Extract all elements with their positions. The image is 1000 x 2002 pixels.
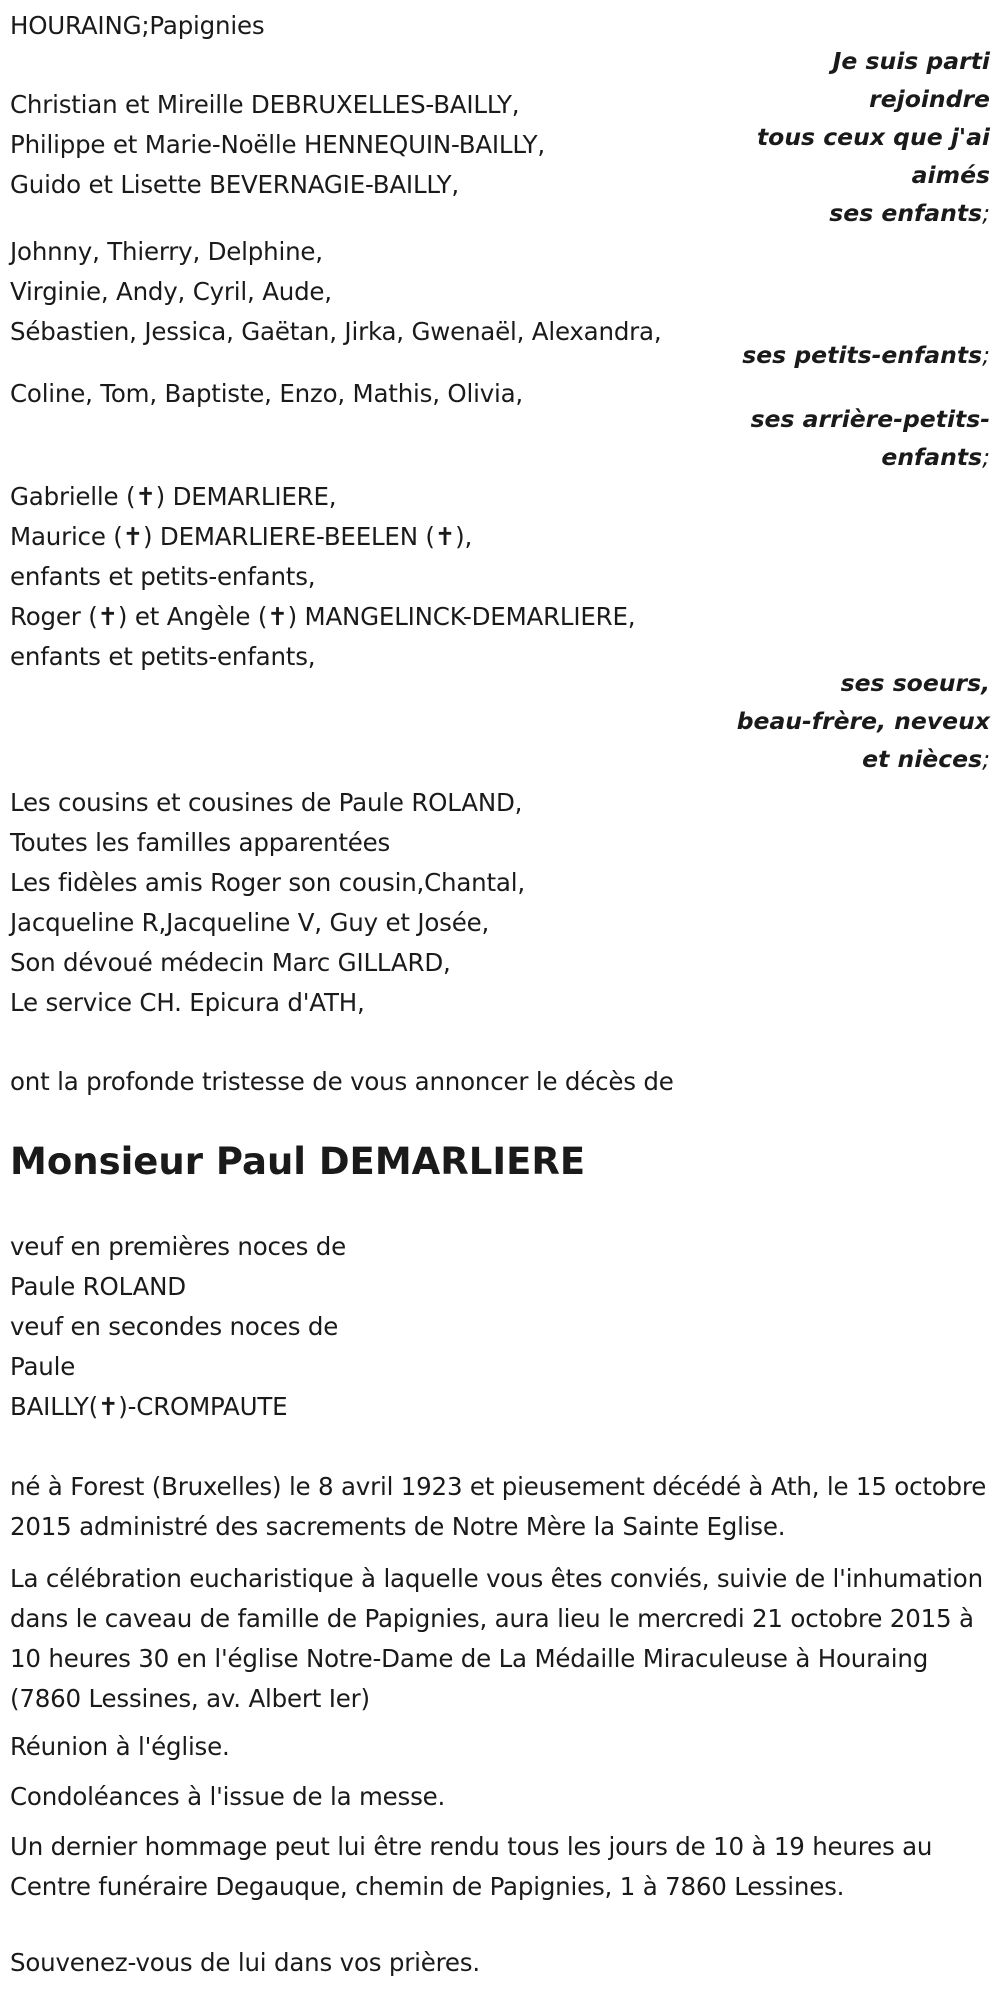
family-line: Philippe et Marie-Noëlle HENNEQUIN-BAILLY, (10, 130, 545, 159)
family-line: Virginie, Andy, Cyril, Aude, (10, 277, 332, 306)
family-line: Les cousins et cousines de Paule ROLAND, (10, 788, 523, 817)
relatives-friends-list (10, 783, 525, 1023)
quote-line: tous ceux que j'ai (756, 123, 990, 151)
meeting-text: Réunion à l'église. (10, 1732, 230, 1761)
great-grandchildren-label: ses arrière-petits- enfants; (750, 405, 990, 471)
marital-line: veuf en secondes noces de (10, 1312, 339, 1341)
announcement-text: ont la profonde tristesse de vous annoncer le décès de (10, 1067, 674, 1096)
family-line: Le service CH. Epicura d'ATH, (10, 988, 365, 1017)
location-header: HOURAING;Papignies (10, 11, 265, 40)
siblings-list (10, 477, 635, 677)
remember-text: Souvenez-vous de lui dans vos prières. (10, 1948, 480, 1977)
marital-status (10, 1227, 346, 1427)
family-line: enfants et petits-enfants, (10, 642, 316, 671)
grandchildren-list (10, 232, 661, 352)
family-line: Son dévoué médecin Marc GILLARD, (10, 948, 451, 977)
family-line: Gabrielle (✝) DEMARLIERE, (10, 482, 337, 511)
quote-line: rejoindre (869, 85, 990, 113)
great-grandchildren-list (10, 374, 523, 414)
family-line: Sébastien, Jessica, Gaëtan, Jirka, Gwenaël, Alexandra, (10, 317, 662, 346)
birth-death-paragraph: né à Forest (Bruxelles) le 8 avril 1923 et pieusement décédé à Ath, le 15 octobre 2015 administré des sacrements de Notre Mère la Sainte Eglise. (10, 1472, 987, 1541)
family-line: Maurice (✝) DEMARLIERE-BEELEN (✝), (10, 522, 473, 551)
children-label: ses enfants; (829, 199, 990, 227)
family-line: Christian et Mireille DEBRUXELLES-BAILLY, (10, 90, 520, 119)
tribute-paragraph: Un dernier hommage peut lui être rendu tous les jours de 10 à 19 heures au Centre funéraire Degauque, chemin de Papignies, 1 à 7860 Lessines. (10, 1832, 933, 1901)
marital-line: BAILLY(✝)-CROMPAUTE (10, 1392, 288, 1421)
ceremony-paragraph: La célébration eucharistique à laquelle vous êtes conviés, suivie de l'inhumation dans le caveau de famille de Papignies, aura lieu le mercredi 21 octobre 2015 à 10 heures 30 en l'église Notre-Dame de La Médaille Miraculeuse à Houraing (7860 Lessines, av. Albert Ier) (10, 1564, 983, 1713)
siblings-label: ses soeurs, beau-frère, neveux et nièces; (736, 669, 990, 773)
family-line: Toutes les familles apparentées (10, 828, 391, 857)
farewell-quote (757, 42, 990, 232)
deceased-name: Monsieur Paul DEMARLIERE (10, 1140, 586, 1183)
marital-line: Paule (10, 1352, 76, 1381)
condolences-text: Condoléances à l'issue de la messe. (10, 1782, 446, 1811)
marital-line: veuf en premières noces de (10, 1232, 347, 1261)
family-line: Jacqueline R,Jacqueline V, Guy et Josée, (10, 908, 490, 937)
grandchildren-label: ses petits-enfants; (742, 341, 990, 369)
family-line: Johnny, Thierry, Delphine, (10, 237, 323, 266)
marital-line: Paule ROLAND (10, 1272, 186, 1301)
family-line: Roger (✝) et Angèle (✝) MANGELINCK-DEMARLIERE, (10, 602, 636, 631)
family-line: enfants et petits-enfants, (10, 562, 316, 591)
children-list (10, 85, 545, 205)
quote-line: aimés (911, 161, 990, 189)
family-line: Guido et Lisette BEVERNAGIE-BAILLY, (10, 170, 459, 199)
family-line: Coline, Tom, Baptiste, Enzo, Mathis, Olivia, (10, 379, 523, 408)
family-line: Les fidèles amis Roger son cousin,Chantal, (10, 868, 525, 897)
quote-line: Je suis parti (832, 47, 990, 75)
